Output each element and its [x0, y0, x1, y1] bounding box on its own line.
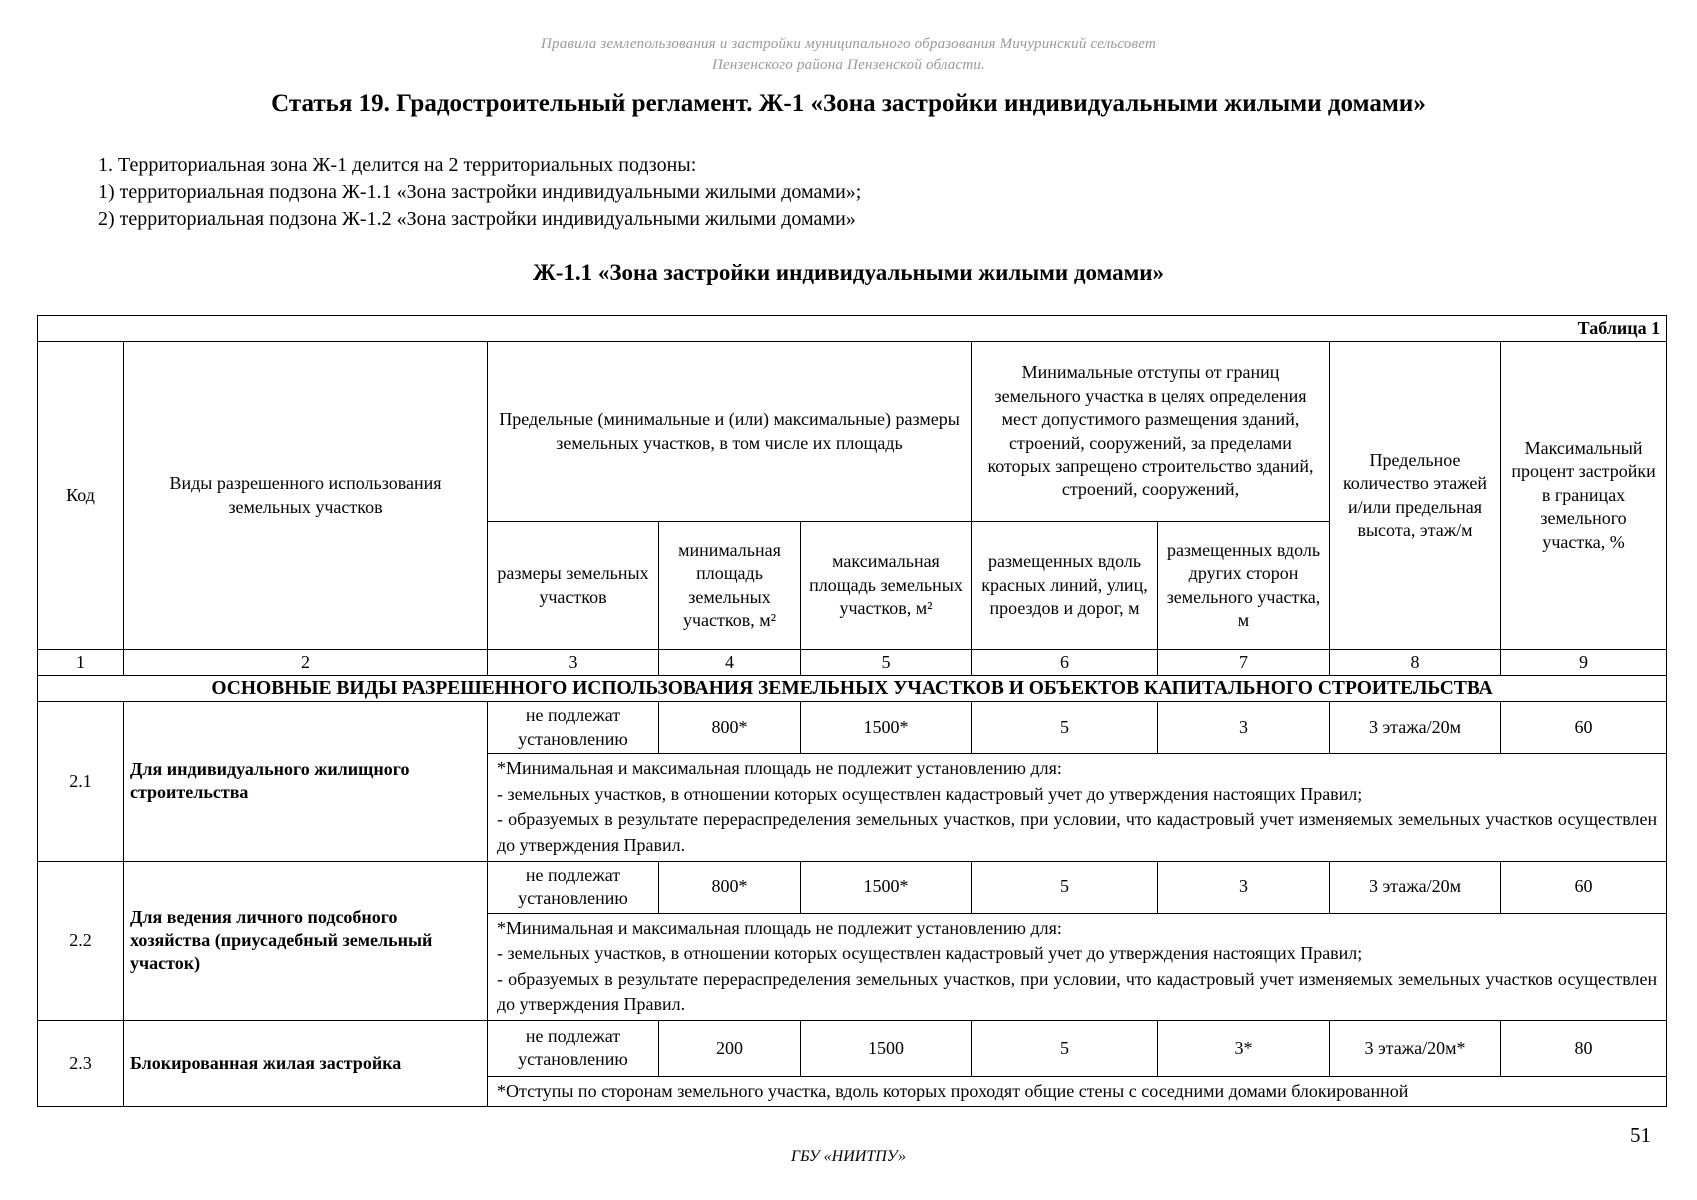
row-max-area: 1500* — [801, 861, 972, 913]
header-min-area: минимальная площадь земельных участков, м² — [659, 522, 801, 650]
row-floors: 3 этажа/20м — [1330, 702, 1501, 754]
note-line: *Минимальная и максимальная площадь не подлежит установлению для: — [497, 917, 1062, 938]
column-number: 5 — [801, 650, 972, 676]
column-number: 2 — [124, 650, 488, 676]
table-row — [38, 702, 1667, 754]
intro-paragraph-2: 1) территориальная подзона Ж-1.1 «Зона застройки индивидуальными жилыми домами»; — [98, 181, 862, 203]
row-use-name: Блокированная жилая застройка — [124, 1020, 488, 1107]
row-min-area: 800* — [659, 861, 801, 913]
row-floors: 3 этажа/20м* — [1330, 1020, 1501, 1076]
row-note — [488, 913, 1667, 1020]
table-row — [38, 1020, 1667, 1076]
row-setback-other: 3 — [1158, 861, 1330, 913]
row-coverage: 60 — [1501, 861, 1667, 913]
row-min-area: 200 — [659, 1020, 801, 1076]
row-setback-other: 3 — [1158, 702, 1330, 754]
note-line: *Отступы по сторонам земельного участка, вдоль которых проходят общие стены с соседними домами блокированной — [497, 1080, 1409, 1101]
note-line: - земельных участков, в отношении которых осуществлен кадастровый учет до утверждения настоящих Правил; — [497, 943, 1363, 964]
running-header-line-1: Правила землепользования и застройки муниципального образования Мичуринский сельсовет — [540, 36, 1156, 52]
row-use-name: Для индивидуального жилищного строительства — [124, 702, 488, 861]
row-code: 2.1 — [38, 702, 124, 861]
row-sizes: не подлежат установлению — [488, 861, 659, 913]
header-code: Код — [38, 342, 124, 650]
column-number-row — [38, 650, 1667, 676]
row-setback-red: 5 — [972, 702, 1158, 754]
row-coverage: 60 — [1501, 702, 1667, 754]
row-use-name: Для ведения личного подсобного хозяйства (приусадебный земельный участок) — [124, 861, 488, 1020]
row-floors: 3 этажа/20м — [1330, 861, 1501, 913]
note-line: - земельных участков, в отношении которых осуществлен кадастровый учет до утверждения настоящих Правил; — [497, 783, 1363, 804]
header-setback-other: размещенных вдоль других сторон земельного участка, м — [1158, 522, 1330, 650]
row-setback-other: 3* — [1158, 1020, 1330, 1076]
header-sizes: размеры земельных участков — [488, 522, 659, 650]
header-floors: Предельное количество этажей и/или предельная высота, этаж/м — [1330, 342, 1501, 650]
row-note — [488, 1076, 1667, 1107]
column-number: 7 — [1158, 650, 1330, 676]
column-number: 1 — [38, 650, 124, 676]
note-line: - образуемых в результате перераспределения земельных участков, при условии, что кадастровый учет изменяемых земельных участков осуществлен до утверждения Правил. — [497, 968, 1658, 1015]
header-limits: Предельные (минимальные и (или) максимальные) размеры земельных участков, в том числе их площадь — [488, 342, 972, 522]
column-number: 9 — [1501, 650, 1667, 676]
running-header-line-2: Пензенского района Пензенской области. — [711, 57, 986, 73]
intro-paragraph-3: 2) территориальная подзона Ж-1.2 «Зона застройки индивидуальными жилыми домами» — [98, 208, 856, 230]
column-number: 3 — [488, 650, 659, 676]
row-max-area: 1500* — [801, 702, 972, 754]
table-caption: Таблица 1 — [38, 316, 1667, 342]
row-setback-red: 5 — [972, 861, 1158, 913]
row-code: 2.3 — [38, 1020, 124, 1107]
page-number: 51 — [1630, 1123, 1651, 1147]
footer-organization: ГБУ «НИИТПУ» — [791, 1148, 906, 1165]
row-max-area: 1500 — [801, 1020, 972, 1076]
intro-paragraph-1: 1. Территориальная зона Ж-1 делится на 2 территориальных подзоны: — [98, 154, 697, 176]
column-number: 4 — [659, 650, 801, 676]
article-title: Статья 19. Градостроительный регламент. Ж-1 «Зона застройки индивидуальными жилыми домами» — [271, 90, 1426, 117]
row-sizes: не подлежат установлению — [488, 702, 659, 754]
row-min-area: 800* — [659, 702, 801, 754]
row-note — [488, 754, 1667, 861]
regulation-table — [37, 315, 1667, 1107]
row-setback-red: 5 — [972, 1020, 1158, 1076]
header-setback-red: размещенных вдоль красных линий, улиц, проездов и дорог, м — [972, 522, 1158, 650]
column-number: 8 — [1330, 650, 1501, 676]
row-coverage: 80 — [1501, 1020, 1667, 1076]
column-number: 6 — [972, 650, 1158, 676]
header-coverage: Максимальный процент застройки в границах земельного участка, % — [1501, 342, 1667, 650]
row-code: 2.2 — [38, 861, 124, 1020]
header-max-area: максимальная площадь земельных участков, м² — [801, 522, 972, 650]
note-line: *Минимальная и максимальная площадь не подлежит установлению для: — [497, 758, 1062, 779]
header-setbacks: Минимальные отступы от границ земельного участка в целях определения мест допустимого размещения зданий, строений, сооружений, за пределами которых запрещено строительство зданий, строений, сооружений, — [972, 342, 1330, 522]
subzone-title: Ж-1.1 «Зона застройки индивидуальными жилыми домами» — [533, 260, 1164, 285]
row-sizes: не подлежат установлению — [488, 1020, 659, 1076]
note-line: - образуемых в результате перераспределения земельных участков, при условии, что кадастровый учет изменяемых земельных участков осуществлен до утверждения Правил. — [497, 809, 1658, 855]
table-row — [38, 861, 1667, 913]
section-title: ОСНОВНЫЕ ВИДЫ РАЗРЕШЕННОГО ИСПОЛЬЗОВАНИЯ ЗЕМЕЛЬНЫХ УЧАСТКОВ И ОБЪЕКТОВ КАПИТАЛЬНОГО СТРОИТЕЛЬСТВА — [38, 676, 1667, 702]
header-kinds: Виды разрешенного использования земельных участков — [124, 342, 488, 650]
